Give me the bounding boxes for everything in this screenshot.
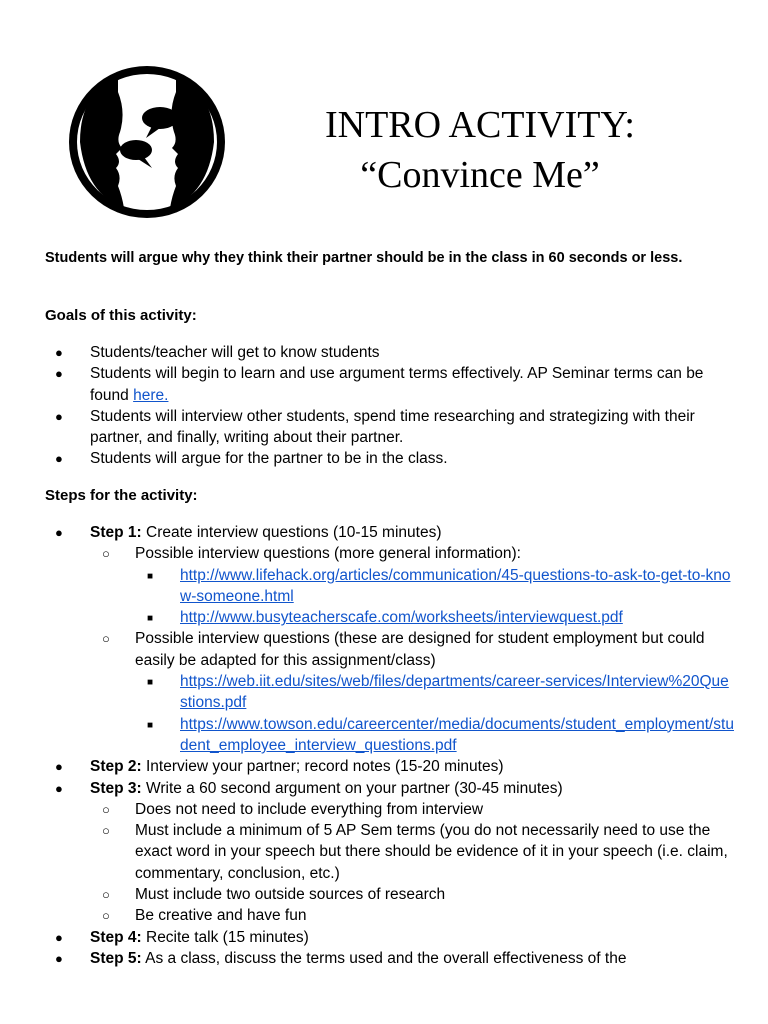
goals-list xyxy=(45,342,735,470)
bullet-icon: ● xyxy=(55,451,63,467)
hollow-bullet-icon: ○ xyxy=(102,887,110,903)
step-label: Step 5: xyxy=(90,949,142,967)
two-faces-speech-bubbles-icon xyxy=(66,62,228,222)
title-line-1: INTRO ACTIVITY: xyxy=(325,104,635,146)
bullet-icon: ● xyxy=(55,929,63,945)
goal-text: Students/teacher will get to know students xyxy=(90,344,380,361)
list-item xyxy=(90,628,735,756)
sub-list xyxy=(90,799,735,927)
sub-list xyxy=(90,543,735,756)
link-list xyxy=(135,671,735,756)
step-text: Recite talk (15 minutes) xyxy=(141,928,309,946)
step-text: Write a 60 second argument on your partner (30-45 minutes) xyxy=(141,779,563,797)
steps-list xyxy=(45,522,735,969)
list-item xyxy=(135,671,735,714)
step-text: Interview your partner; record notes (15-20 minutes) xyxy=(141,758,504,776)
step-text: As a class, discuss the terms used and the overall effectiveness of the xyxy=(141,949,627,967)
bullet-icon: ● xyxy=(55,780,63,796)
bullet-icon: ● xyxy=(55,950,63,966)
bullet-icon: ● xyxy=(55,408,63,424)
link-list xyxy=(135,565,735,629)
sub-text: Be creative and have fun xyxy=(135,907,307,925)
square-bullet-icon: ■ xyxy=(147,570,154,582)
bullet-icon: ● xyxy=(55,345,63,360)
list-item xyxy=(90,543,735,628)
sub-text: Possible interview questions (these are designed for student employment but could easily be adapted for this assignment/class) xyxy=(135,630,705,669)
title-line-2: “Convince Me” xyxy=(360,154,600,196)
square-bullet-icon: ■ xyxy=(147,719,154,731)
bullet-icon: ● xyxy=(55,759,63,775)
step-label: Step 2: xyxy=(90,758,142,776)
sub-text: Does not need to include everything from interview xyxy=(135,800,484,818)
list-item xyxy=(45,448,735,469)
step-1 xyxy=(45,522,735,756)
sub-text: Must include a minimum of 5 AP Sem terms (you do not necessarily need to use the exact word in your speech but there should be evidence of it in your speech (i.e. claim, commentary, conclusion, etc.) xyxy=(135,822,728,882)
list-item xyxy=(135,714,735,757)
step-3 xyxy=(45,778,735,927)
hollow-bullet-icon: ○ xyxy=(102,823,110,839)
list-item xyxy=(135,607,735,628)
list-item xyxy=(90,905,735,926)
sub-text: Must include two outside sources of research xyxy=(135,886,446,904)
steps-heading: Steps for the activity: xyxy=(45,487,198,504)
step-5 xyxy=(45,948,735,969)
list-item xyxy=(90,820,735,884)
list-item xyxy=(45,363,735,406)
list-item xyxy=(135,565,735,608)
hollow-bullet-icon: ○ xyxy=(102,801,110,817)
list-item xyxy=(90,799,735,820)
step-2 xyxy=(45,756,735,777)
step-4 xyxy=(45,927,735,948)
step-label: Step 4: xyxy=(90,928,142,946)
bullet-icon: ● xyxy=(55,525,63,540)
sub-text: Possible interview questions (more general information): xyxy=(135,545,521,563)
step-label: Step 3: xyxy=(90,779,142,797)
intro-text: Students will argue why they think their partner should be in the class in 60 seconds or less. xyxy=(45,250,683,266)
page-title xyxy=(280,100,680,200)
list-item xyxy=(45,342,735,363)
resource-link[interactable]: http://www.busyteacherscafe.com/worksheets/interviewquest.pdf xyxy=(180,609,623,627)
square-bullet-icon: ■ xyxy=(147,613,154,625)
list-item xyxy=(45,406,735,449)
hollow-bullet-icon: ○ xyxy=(102,546,110,562)
ap-terms-link[interactable]: here. xyxy=(133,386,169,404)
goals-heading: Goals of this activity: xyxy=(45,307,197,324)
goal-text: Students will argue for the partner to be in the class. xyxy=(90,450,448,468)
hollow-bullet-icon: ○ xyxy=(102,908,110,924)
hollow-bullet-icon: ○ xyxy=(102,631,110,647)
resource-link[interactable]: http://www.lifehack.org/articles/communication/45-questions-to-ask-to-get-to-know-someone.html xyxy=(180,566,731,605)
step-label: Step 1: xyxy=(90,524,142,541)
bullet-icon: ● xyxy=(55,366,63,382)
resource-link[interactable]: https://www.towson.edu/careercenter/media/documents/student_employment/student_employee_interview_questions.pdf xyxy=(180,715,734,754)
goal-text: Students will interview other students, spend time researching and strategizing with their partner, and finally, writing about their partner. xyxy=(90,407,695,447)
goal-text: Students will begin to learn and use argument terms effectively. AP Seminar terms can be found xyxy=(90,365,704,404)
list-item xyxy=(90,884,735,905)
resource-link[interactable]: https://web.iit.edu/sites/web/files/departments/career-services/Interview%20Questions.pdf xyxy=(180,673,729,712)
square-bullet-icon: ■ xyxy=(147,677,154,689)
step-text: Create interview questions (10-15 minutes) xyxy=(141,524,442,541)
